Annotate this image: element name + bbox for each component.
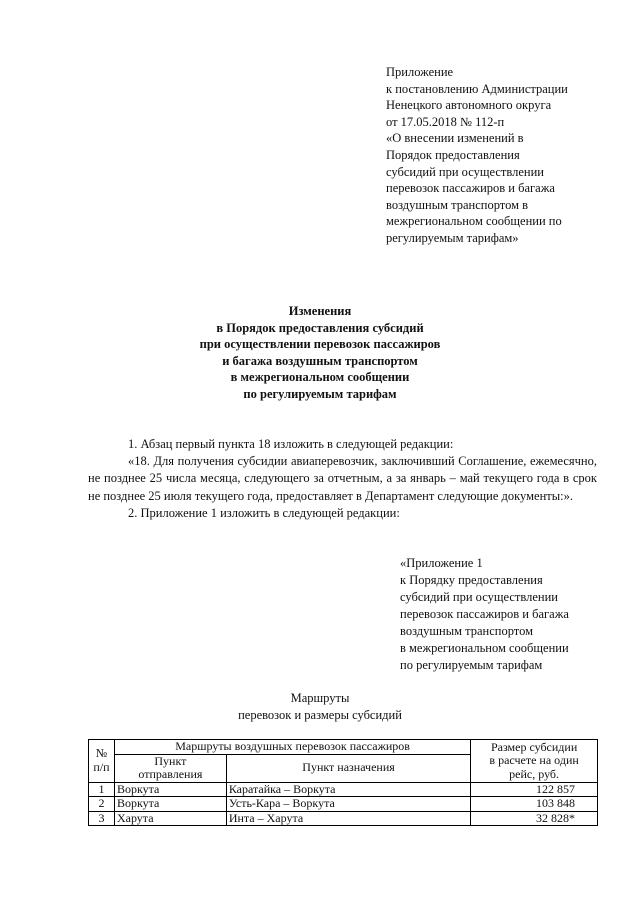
col-num-line2: п/п xyxy=(93,759,110,774)
row-departure: Воркута xyxy=(114,782,226,797)
row-num: 2 xyxy=(89,797,115,812)
appendix-header-line: регулируемым тарифам» xyxy=(386,230,519,245)
appendix-header-line: Порядок предоставления xyxy=(386,147,520,162)
table-header-row xyxy=(89,740,598,755)
col-subsidy-header xyxy=(471,740,598,783)
col-departure-line1: Пункт xyxy=(154,753,187,768)
row-num: 1 xyxy=(89,782,115,797)
appendix-header-line: Приложение xyxy=(386,65,454,79)
appendix-header-line: перевозок пассажиров и багажа xyxy=(386,181,555,196)
table-title-line2: перевозок и размеры субсидий xyxy=(238,708,402,722)
table-row xyxy=(89,782,598,797)
row-departure: Воркута xyxy=(114,797,226,812)
col-num-line1: № xyxy=(95,746,108,761)
row-destination: Каратайка – Воркута xyxy=(226,782,470,797)
document-body xyxy=(88,436,597,522)
appendix-header-line: субсидий при осуществлении xyxy=(386,164,544,179)
row-num: 3 xyxy=(89,811,115,826)
col-destination-header: Пункт назначения xyxy=(226,754,470,782)
row-subsidy: 103 848 xyxy=(471,797,598,812)
appendix1-header-line: «Приложение 1 xyxy=(400,556,483,570)
appendix-header-line: межрегиональном сообщении по xyxy=(386,214,562,229)
col-subsidy-line1: Размер субсидии xyxy=(490,739,578,754)
col-num-header xyxy=(89,740,115,783)
row-subsidy: 32 828* xyxy=(471,811,598,826)
appendix1-header-line: перевозок пассажиров и багажа xyxy=(400,607,569,621)
paragraph-2: «18. Для получения субсидии авиаперевозчик, заключивший Соглашение, ежемесячно, не позднее 25 числа месяца, следующего за отчетным, а за январь – май текущего года в срок не позднее 25 июля текущего года, предоставляет в Департамент следующие документы:». xyxy=(88,454,597,503)
appendix-header xyxy=(386,64,626,247)
routes-table xyxy=(88,739,598,826)
col-subsidy-line2: в расчете на один xyxy=(489,753,579,767)
appendix-header-line: Ненецкого автономного округа xyxy=(386,98,552,113)
title-line: по регулируемым тарифам xyxy=(243,386,397,401)
appendix1-header-line: воздушным транспортом xyxy=(400,624,534,638)
appendix-header-line: к постановлению Администрации xyxy=(386,81,568,96)
title-line: при осуществлении перевозок пассажиров xyxy=(199,337,441,351)
appendix1-header-line: субсидий при осуществлении xyxy=(400,590,558,604)
title-line: в Порядок предоставления субсидий xyxy=(216,320,424,335)
appendix-header-line: «О внесении изменений в xyxy=(386,131,524,146)
row-subsidy: 122 857 xyxy=(471,782,598,797)
appendix-header-line: от 17.05.2018 № 112-п xyxy=(386,114,505,129)
col-subsidy-line3: рейс, руб. xyxy=(509,766,560,781)
appendix-header-line: воздушным транспортом в xyxy=(386,197,529,212)
title-line: Изменения xyxy=(288,304,352,318)
paragraph-3: 2. Приложение 1 изложить в следующей редакции: xyxy=(128,505,400,520)
row-departure: Харута xyxy=(114,811,226,826)
appendix1-header xyxy=(400,555,620,674)
paragraph-1: 1. Абзац первый пункта 18 изложить в следующей редакции: xyxy=(128,437,454,451)
table-row xyxy=(89,797,598,812)
col-departure-header xyxy=(114,754,226,782)
document-title xyxy=(120,303,520,402)
row-destination: Инта – Харута xyxy=(226,811,470,826)
title-line: и багажа воздушным транспортом xyxy=(222,353,418,368)
col-routes-header: Маршруты воздушных перевозок пассажиров xyxy=(114,740,470,755)
table-row xyxy=(89,811,598,826)
row-destination: Усть-Кара – Воркута xyxy=(226,797,470,812)
appendix1-header-line: по регулируемым тарифам xyxy=(400,658,543,672)
table-title-line1: Маршруты xyxy=(290,691,350,705)
appendix1-header-line: к Порядку предоставления xyxy=(400,573,543,587)
title-line: в межрегиональном сообщении xyxy=(230,370,410,384)
appendix1-header-line: в межрегиональном сообщении xyxy=(400,641,569,655)
col-departure-line2: отправления xyxy=(138,767,203,781)
table-title xyxy=(200,690,440,724)
